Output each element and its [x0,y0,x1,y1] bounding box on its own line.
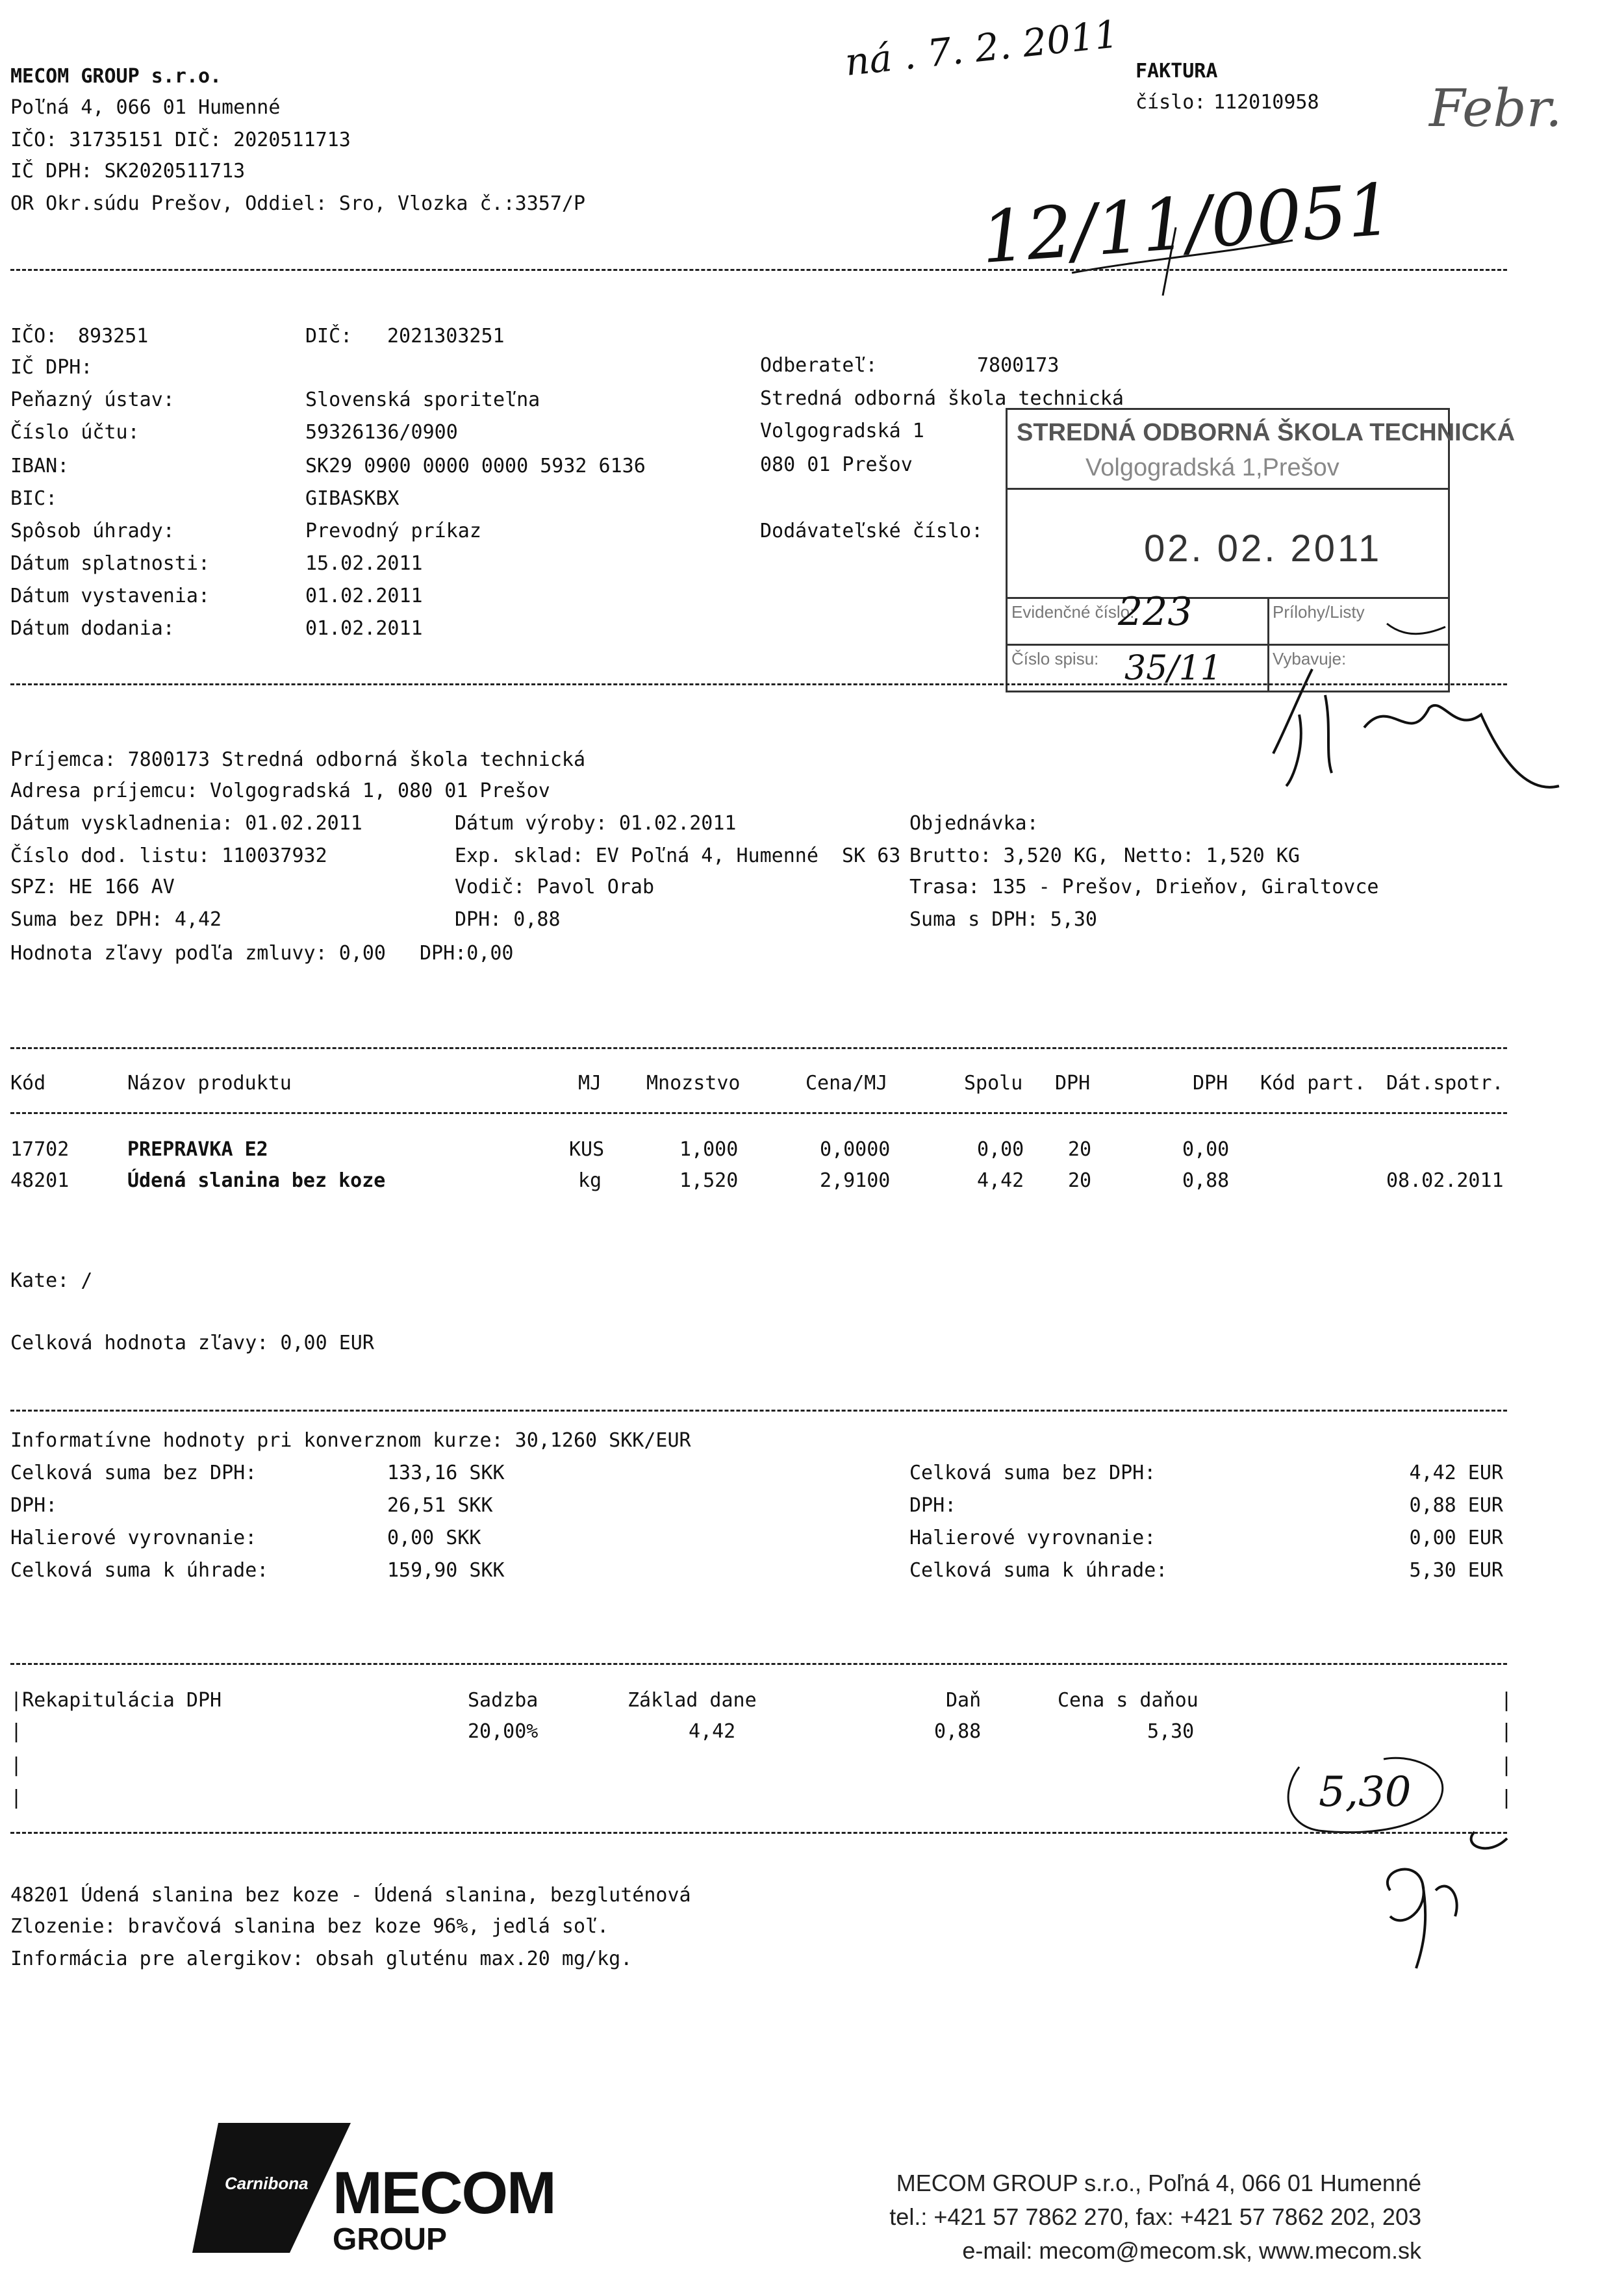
table-border: | [1501,1754,1513,1777]
item-code: 48201 [10,1169,70,1192]
customer-code: 7800173 [977,354,1059,377]
item-unit-price: 0,0000 [820,1138,891,1161]
icdph-label: IČ DPH: [10,356,93,379]
warehouse: Exp. sklad: EV Poľná 4, Humenné SK 63 [455,844,901,867]
bic-label: BIC: [10,487,58,510]
bic-value: GIBASKBX [305,487,400,510]
discount-total: Celková hodnota zľavy: 0,00 EUR [10,1332,374,1354]
stamp-school-address: Volgogradská 1,Prešov [1085,454,1339,481]
recipient: Príjemca: 7800173 Stredná odborná škola technická [10,748,586,771]
supplier-name: MECOM GROUP s.r.o. [10,65,222,88]
spz: SPZ: HE 166 AV [10,876,175,898]
conv-right-value: 5,30 EUR [1409,1559,1503,1582]
stamp-date: 02. 02. 2011 [1144,527,1382,570]
invoice-title: FAKTURA [1136,60,1218,82]
due-label: Dátum splatnosti: [10,552,210,575]
vat-recap-rate: 20,00% [468,1720,539,1743]
product-note-line: 48201 Údená slanina bez koze - Údená slanina, bezgluténová [10,1884,691,1907]
discount-vat: DPH:0,00 [420,942,514,965]
customer-city: 080 01 Prešov [760,453,913,476]
col-unit-price: Cena/MJ [806,1072,888,1095]
table-border: | [10,1720,23,1743]
item-total: 0,00 [977,1138,1024,1161]
order: Objednávka: [909,812,1039,835]
net-weight: Netto: 1,520 KG [1124,844,1300,867]
vat-recap-price: 5,30 [1147,1720,1195,1743]
brand-name-top: MECOM [333,2160,555,2226]
payment-value: Prevodný príkaz [305,520,481,542]
conv-right-value: 0,88 EUR [1409,1494,1503,1517]
handwritten-evid-number: 223 [1118,589,1193,635]
iban-label: IBAN: [10,455,70,477]
col-unit: MJ [578,1072,602,1095]
divider [10,1112,1507,1114]
table-border: | [1501,1689,1513,1712]
divider [10,683,1507,685]
stamp-school-name: STREDNÁ ODBORNÁ ŠKOLA TECHNICKÁ [1017,419,1516,446]
vat-recap-tax-header: Daň [946,1689,982,1712]
handwritten-signature-stamp [1260,656,1566,825]
customer-street: Volgogradská 1 [760,420,924,442]
dic-label: DIČ: [305,325,353,348]
vat-amount: DPH: 0,88 [455,908,561,931]
product-note-line: Zlozenie: bravčová slanina bez koze 96%, jedlá soľ. [10,1915,609,1938]
item-unit: kg [578,1169,602,1192]
table-border: | [10,1786,23,1809]
production-date: Dátum výroby: 01.02.2011 [455,812,737,835]
stamp-prilohy-label: Prílohy/Listy [1273,602,1365,622]
invoice-number-label: číslo: [1136,91,1206,114]
ico-label: IČO: [10,325,58,348]
invoice-number: 112010958 [1213,91,1319,114]
vat-recap-base-header: Základ dane [628,1689,757,1712]
conv-right-label: Halierové vyrovnanie: [909,1527,1156,1549]
delivered-label: Dátum dodania: [10,617,175,640]
col-vat-rate: DPH [1055,1072,1091,1095]
item-code: 17702 [10,1138,70,1161]
conv-left-value: 0,00 SKK [387,1527,481,1549]
handwritten-month: Febr. [1429,78,1562,138]
discount: Hodnota zľavy podľa zmluvy: 0,00 [10,942,386,965]
ico-value: 893251 [78,325,149,348]
handwritten-spis-number: 35/11 [1124,649,1222,688]
item-vat-rate: 20 [1068,1169,1092,1192]
col-best-before: Dát.spotr. [1386,1072,1504,1095]
divider [10,269,1507,271]
item-quantity: 1,520 [679,1169,739,1192]
item-name: PREPRAVKA E2 [127,1138,268,1161]
vat-recap-tax: 0,88 [934,1720,982,1743]
conv-left-value: 159,90 SKK [387,1559,505,1582]
kate: Kate: / [10,1269,93,1292]
handwritten-signature-total [1351,1819,1520,1975]
dispatch-date: Dátum vyskladnenia: 01.02.2011 [10,812,362,835]
conv-left-value: 133,16 SKK [387,1462,505,1484]
handwritten-underline [1065,214,1299,299]
iban-value: SK29 0900 0000 0000 5932 6136 [305,455,646,477]
driver: Vodič: Pavol Orab [455,876,655,898]
item-total: 4,42 [977,1169,1024,1192]
issued-value: 01.02.2011 [305,585,423,607]
received-stamp [1006,408,1516,692]
bank-label: Peňazný ústav: [10,388,175,411]
account-label: Číslo účtu: [10,421,140,444]
conv-left-label: Halierové vyrovnanie: [10,1527,257,1549]
recipient-address: Adresa príjemcu: Volgogradská 1, 080 01 Prešov [10,780,550,802]
handwritten-total: 5,30 [1319,1768,1412,1816]
dic-value: 2021303251 [387,325,505,348]
table-border: | [10,1754,23,1777]
conv-right-value: 4,42 EUR [1409,1462,1503,1484]
supplier-register: OR Okr.súdu Prešov, Oddiel: Sro, Vlozka č.:3357/P [10,192,586,215]
conv-right-label: Celková suma bez DPH: [909,1462,1156,1484]
bank-value: Slovenská sporiteľna [305,388,540,411]
customer-name: Stredná odborná škola technická [760,387,1124,410]
sum-with-vat: Suma s DPH: 5,30 [909,908,1097,931]
conv-left-label: Celková suma bez DPH: [10,1462,257,1484]
conv-left-label: Celková suma k úhrade: [10,1559,269,1582]
item-name: Údená slanina bez koze [127,1169,386,1192]
handwritten-check-mark [1384,617,1449,643]
vat-recap-rate-header: Sadzba [468,1689,539,1712]
account-value: 59326136/0900 [305,421,458,444]
col-product: Názov produktu [127,1072,292,1095]
item-vat: 0,88 [1182,1169,1230,1192]
issued-label: Dátum vystavenia: [10,585,210,607]
vat-recap-title: |Rekapitulácia DPH [10,1689,222,1712]
conv-left-value: 26,51 SKK [387,1494,493,1517]
divider [10,1047,1507,1049]
col-vat: DPH [1193,1072,1228,1095]
table-border: | [1501,1720,1513,1743]
col-part-code: Kód part. [1260,1072,1366,1095]
stamp-spis-label: Číslo spisu: [1011,649,1099,668]
supplier-number-label: Dodávateľské číslo: [760,520,983,542]
conv-right-value: 0,00 EUR [1409,1527,1503,1549]
vat-recap-base: 4,42 [689,1720,736,1743]
supplier-ico-dic: IČO: 31735151 DIČ: 2020511713 [10,129,351,151]
delivery-note-number: Číslo dod. listu: 110037932 [10,844,327,867]
item-best-before: 08.02.2011 [1386,1169,1504,1192]
item-unit: KUS [569,1138,605,1161]
route: Trasa: 135 - Prešov, Drieňov, Giraltovce [909,876,1379,898]
item-vat-rate: 20 [1068,1138,1092,1161]
supplier-address: Poľná 4, 066 01 Humenné [10,96,281,119]
brand-name-bottom: GROUP [333,2222,448,2257]
stamp-vybavuje-label: Vybavuje: [1273,649,1347,668]
conv-left-label: DPH: [10,1494,58,1517]
due-value: 15.02.2011 [305,552,423,575]
footer-address: MECOM GROUP s.r.o., Poľná 4, 066 01 Humenné [896,2170,1421,2196]
col-quantity: Mnozstvo [646,1072,741,1095]
conv-right-label: DPH: [909,1494,957,1517]
stamp-evid-label: Evidenčné číslo: [1011,602,1135,622]
carnibona-badge: Carnibona [225,2174,309,2193]
gross-weight: Brutto: 3,520 KG, [909,844,1110,867]
item-unit-price: 2,9100 [820,1169,891,1192]
conversion-title: Informatívne hodnoty pri konverznom kurze: 30,1260 SKK/EUR [10,1429,691,1452]
vat-recap-price-header: Cena s daňou [1058,1689,1199,1712]
col-code: Kód [10,1072,46,1095]
sum-without-vat: Suma bez DPH: 4,42 [10,908,222,931]
product-note-line: Informácia pre alergikov: obsah gluténu max.20 mg/kg. [10,1947,633,1970]
footer-web: e-mail: mecom@mecom.sk, www.mecom.sk [962,2237,1421,2264]
payment-label: Spôsob úhrady: [10,520,175,542]
divider [10,1410,1507,1412]
item-vat: 0,00 [1182,1138,1230,1161]
item-quantity: 1,000 [679,1138,739,1161]
customer-label: Odberateľ: [760,354,878,377]
delivered-value: 01.02.2011 [305,617,423,640]
conv-right-label: Celková suma k úhrade: [909,1559,1168,1582]
divider [10,1663,1507,1665]
table-border: | [1501,1786,1513,1809]
supplier-ic-dph: IČ DPH: SK2020511713 [10,160,246,183]
divider [10,1832,1507,1834]
handwritten-received-note: ná . 7. 2. 2011 [843,12,1121,84]
footer-contact: tel.: +421 57 7862 270, fax: +421 57 7862 202, 203 [889,2203,1421,2230]
handwritten-registration-number: 12/11/0051 [978,168,1395,279]
col-total: Spolu [964,1072,1023,1095]
